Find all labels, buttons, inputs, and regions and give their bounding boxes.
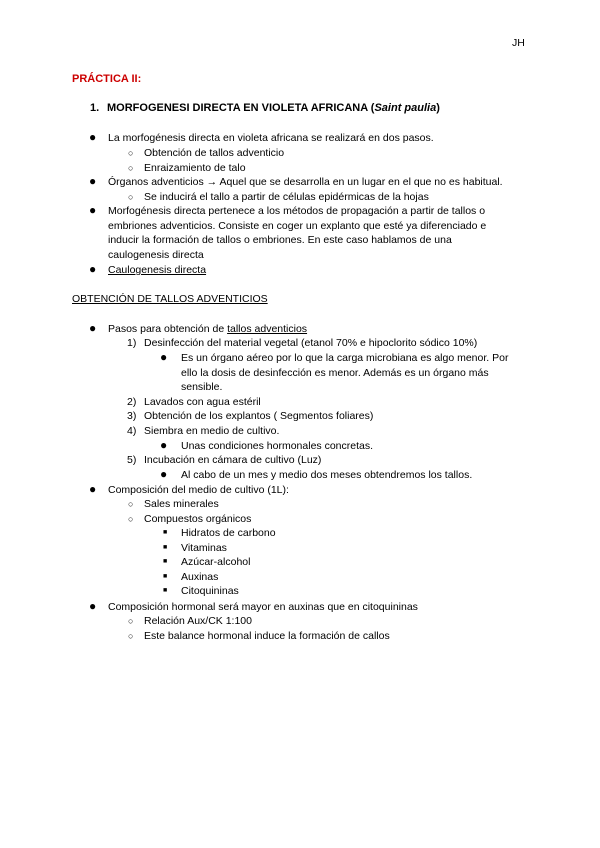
- bullet-circle-icon: ○: [128, 192, 134, 202]
- bullet-disc-icon: ●: [89, 599, 97, 613]
- heading-close: ): [436, 102, 440, 114]
- bullet-square-icon: ■: [163, 558, 168, 565]
- bullet-disc-icon: ●: [89, 321, 97, 335]
- list-item: Citoquininas: [181, 585, 239, 597]
- list-item: Sales minerales: [144, 498, 219, 510]
- heading-text: MORFOGENESI DIRECTA EN VIOLETA AFRICANA (: [107, 102, 375, 114]
- list-item: [108, 322, 307, 336]
- bullet-disc-icon: ●: [160, 350, 168, 364]
- list-item: Vitaminas: [181, 542, 227, 554]
- tallos-adventicios-link[interactable]: tallos adventicios: [227, 323, 308, 335]
- bullet-disc-icon: ●: [160, 438, 168, 452]
- bullet-disc-icon: ●: [89, 130, 97, 144]
- step-number: 1): [127, 337, 137, 349]
- bullet-disc-icon: ●: [89, 482, 97, 496]
- list-item: Incubación en cámara de cultivo (Luz): [144, 454, 322, 466]
- list-item-continued: embriones adventicios. Consiste en coger un explanto que esté ya diferenciado e: [108, 220, 487, 232]
- bullet-disc-icon: ●: [89, 203, 97, 217]
- list-item: Compuestos orgánicos: [144, 513, 252, 525]
- step-number: 5): [127, 454, 137, 466]
- bullet-square-icon: ■: [163, 544, 168, 551]
- step-number: 4): [127, 425, 137, 437]
- pasos-prefix: Pasos para obtención de: [108, 323, 228, 335]
- bullet-disc-icon: ●: [89, 262, 97, 276]
- list-item: Obtención de tallos adventicio: [144, 147, 285, 159]
- bullet-circle-icon: ○: [128, 616, 134, 626]
- list-item-continued: inducir la formación de tallos o embriones. En este caso hablamos de una: [108, 234, 452, 246]
- list-item: Siembra en medio de cultivo.: [144, 425, 280, 437]
- list-item: Unas condiciones hormonales concretas.: [181, 440, 374, 452]
- list-item-continued: caulogenesis directa: [108, 249, 204, 261]
- list-item: Composición hormonal será mayor en auxinas que en citoquininas: [108, 601, 418, 613]
- heading-italic-species: Saint paulia: [374, 102, 437, 114]
- list-item: Auxinas: [181, 571, 219, 583]
- page-initials: JH: [512, 37, 525, 49]
- heading-number: 1.: [90, 102, 100, 114]
- page-title: PRÁCTICA II:: [72, 73, 142, 85]
- list-item: Morfogénesis directa pertenece a los métodos de propagación a partir de tallos o: [108, 205, 486, 217]
- bullet-circle-icon: ○: [128, 148, 134, 158]
- bullet-circle-icon: ○: [128, 631, 134, 641]
- step-number: 2): [127, 396, 137, 408]
- list-item: Este balance hormonal induce la formación de callos: [144, 630, 390, 642]
- list-item: Órganos adventicios → Aquel que se desarrolla en un lugar en el que no es habitual.: [108, 176, 503, 188]
- list-item: Se inducirá el tallo a partir de células epidérmicas de la hojas: [144, 191, 429, 203]
- bullet-disc-icon: ●: [89, 174, 97, 188]
- step-number: 3): [127, 410, 137, 422]
- list-item: Desinfección del material vegetal (etanol 70% e hipoclorito sódico 10%): [144, 337, 478, 349]
- caulogenesis-link[interactable]: Caulogenesis directa: [108, 264, 207, 276]
- bullet-square-icon: ■: [163, 587, 168, 594]
- section-heading-2: OBTENCIÓN DE TALLOS ADVENTICIOS: [72, 293, 268, 305]
- list-item: Composición del medio de cultivo (1L):: [108, 484, 289, 496]
- list-item: La morfogénesis directa en violeta africana se realizará en dos pasos.: [108, 132, 434, 144]
- list-item-continued: sensible.: [181, 381, 223, 393]
- bullet-circle-icon: ○: [128, 499, 134, 509]
- list-item: Es un órgano aéreo por lo que la carga microbiana es algo menor. Por: [181, 352, 509, 364]
- bullet-disc-icon: ●: [160, 467, 168, 481]
- bullet-circle-icon: ○: [128, 163, 134, 173]
- list-item: Lavados con agua estéril: [144, 396, 261, 408]
- list-item: Relación Aux/CK 1:100: [144, 615, 252, 627]
- bullet-square-icon: ■: [163, 529, 168, 536]
- list-item: Al cabo de un mes y medio dos meses obtendremos los tallos.: [181, 469, 473, 481]
- section-heading-1: [90, 101, 440, 115]
- bullet-square-icon: ■: [163, 573, 168, 580]
- list-item: Obtención de los explantos ( Segmentos foliares): [144, 410, 374, 422]
- bullet-circle-icon: ○: [128, 514, 134, 524]
- list-item-continued: ello la dosis de desinfección es menor. Además es un órgano más: [181, 367, 489, 379]
- list-item: Hidratos de carbono: [181, 527, 276, 539]
- list-item: Azúcar-alcohol: [181, 556, 251, 568]
- list-item: Enraizamiento de talo: [144, 162, 246, 174]
